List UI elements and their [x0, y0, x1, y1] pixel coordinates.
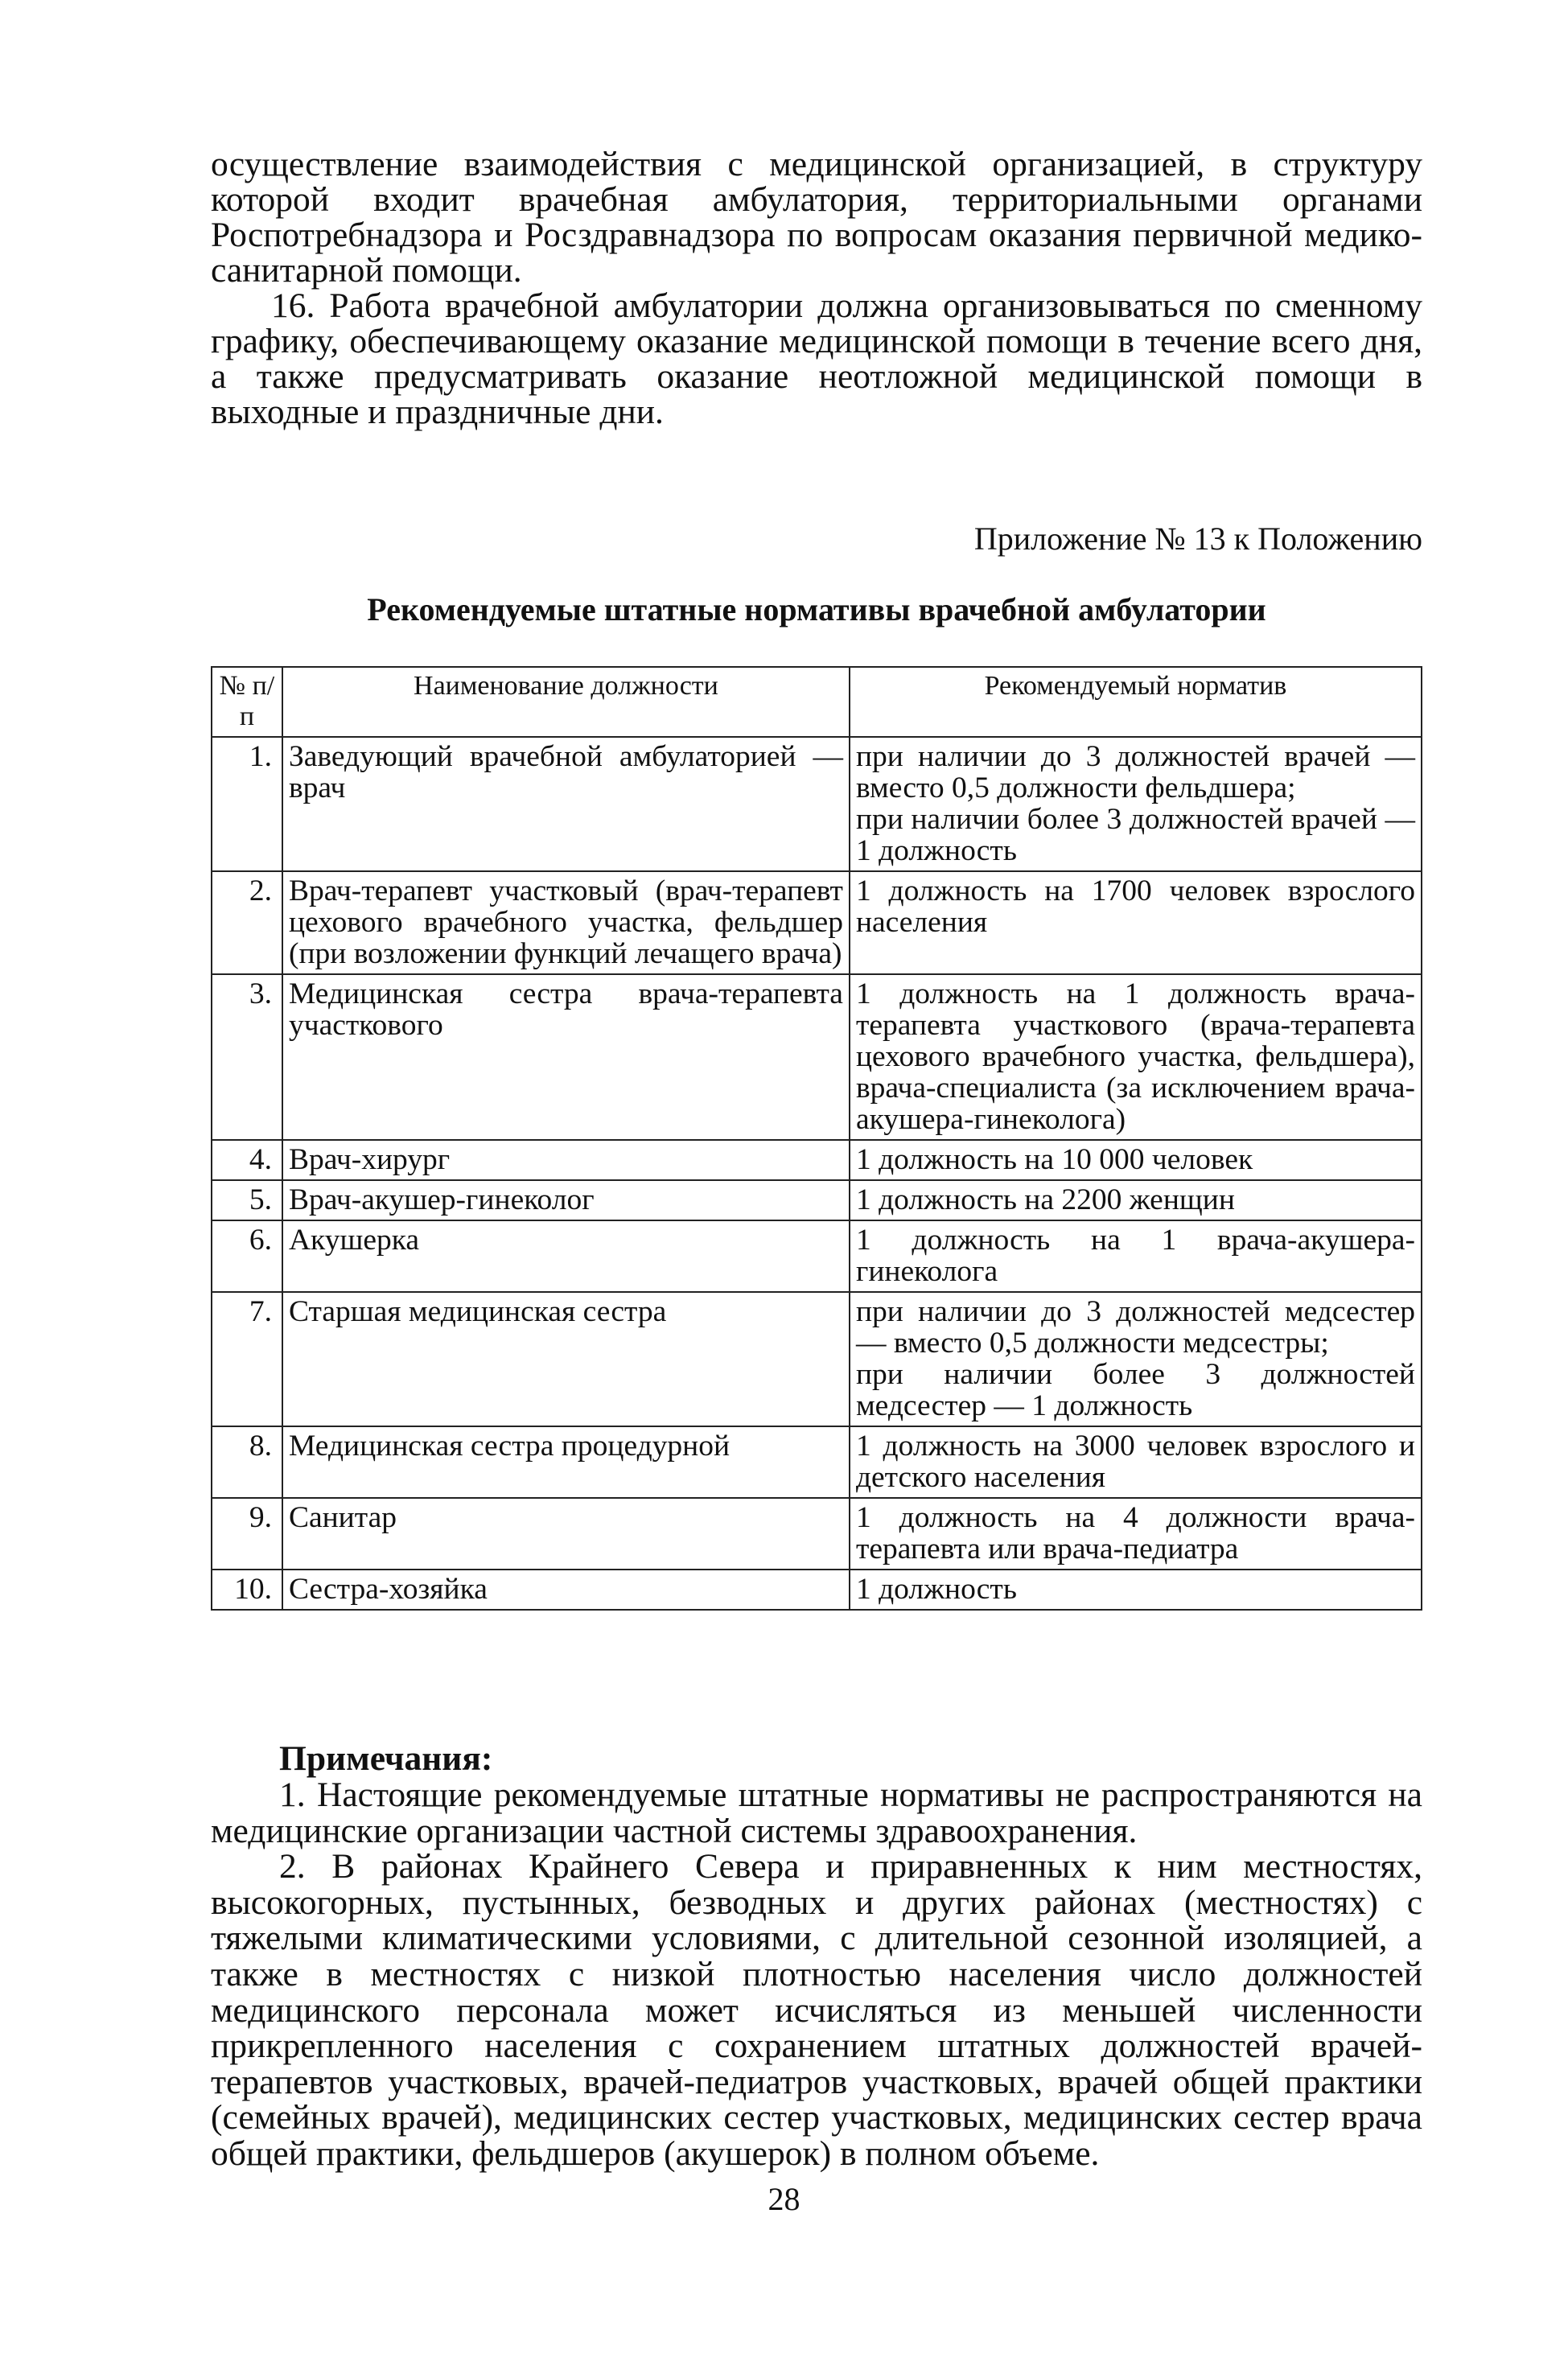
intro-paragraph-1: осуществление взаимодействия с медицинской организацией, в структуру которой входит врачебная амбулатория, территориальными органами Роспотребнадзора и Росздравнадзора по вопросам оказания первичной медико-санитарной помощи. [211, 145, 1422, 290]
table-row [212, 1292, 1422, 1426]
row-position: Акушерка [282, 1220, 850, 1292]
row-number: 5. [212, 1180, 282, 1220]
row-number: 4. [212, 1140, 282, 1180]
notes-section [211, 1777, 1422, 2172]
row-norm: 1 должность на 1 должность врача-терапевта участкового (врача-терапевта цехового врачебного участка, фельдшера), врача-специалиста (за исключением врача-акушера-гинеколога) [850, 974, 1422, 1140]
row-position: Врач-хирург [282, 1140, 850, 1180]
table-row [212, 1220, 1422, 1292]
page-number: 28 [768, 2181, 800, 2217]
row-number: 3. [212, 974, 282, 1140]
staffing-table [211, 666, 1422, 1611]
row-norm-line: при наличии до 3 должностей врачей — вместо 0,5 должности фельдшера; [855, 740, 1415, 804]
row-position: Сестра-хозяйка [282, 1570, 850, 1610]
row-norm-line: при наличии до 3 должностей медсестер — вместо 0,5 должности медсестры; [855, 1295, 1415, 1360]
table-header-row [212, 667, 1422, 737]
row-norm: 1 должность на 2200 женщин [850, 1180, 1422, 1220]
row-norm: 1 должность на 1700 человек взрослого населения [850, 871, 1422, 974]
table-row [212, 1180, 1422, 1220]
table-row [212, 1570, 1422, 1610]
note-item: 2. В районах Крайнего Севера и приравненных к ним местностях, высокогорных, пустынных, безводных и других районах (местностях) с тяжелыми климатическими условиями, с длительной сезонной изоляцией, а также в местностях с низкой плотностью населения число должностей медицинского персонала может исчисляться из меньшей численности прикрепленного населения с сохранением штатных должностей врачей-терапевтов участковых, врачей-педиатров участковых, врачей общей практики (семейных врачей), медицинских сестер участковых, медицинских сестер врача общей практики, фельдшеров (акушерок) в полном объеме. [211, 1847, 1422, 2173]
row-position: Врач-акушер-гинеколог [282, 1180, 850, 1220]
table-row [212, 871, 1422, 974]
header-norm: Рекомендуемый норматив [850, 667, 1422, 737]
row-position: Санитар [282, 1498, 850, 1570]
table-title: Рекомендуемые штатные нормативы врачебной амбулатории [367, 591, 1266, 627]
appendix-label: Приложение № 13 к Положению [973, 520, 1422, 557]
row-position: Медицинская сестра процедурной [282, 1426, 850, 1498]
row-position: Старшая медицинская сестра [282, 1292, 850, 1426]
notes-title: Примечания: [279, 1739, 493, 1778]
row-position: Врач-терапевт участковый (врач-терапевт цехового врачебного участка, фельдшер (при возложении функций лечащего врача) [282, 871, 850, 974]
row-number: 8. [212, 1426, 282, 1498]
intro-paragraph-2: 16. Работа врачебной амбулатории должна организовываться по сменному графику, обеспечивающему оказание медицинской помощи в течение всего дня, а также предусматривать оказание неотложной медицинской помощи в выходные и праздничные дни. [211, 286, 1422, 431]
intro-text [211, 146, 1422, 430]
header-position: Наименование должности [282, 667, 850, 737]
table-row [212, 1140, 1422, 1180]
row-norm: 1 должность на 1 врача-акушера-гинеколога [850, 1220, 1422, 1292]
table-row [212, 737, 1422, 871]
row-position: Заведующий врачебной амбулаторией — врач [282, 737, 850, 871]
row-norm: 1 должность на 3000 человек взрослого и детского населения [850, 1426, 1422, 1498]
row-number: 1. [212, 737, 282, 871]
row-norm [850, 1292, 1422, 1426]
table-row [212, 1426, 1422, 1498]
table-row [212, 1498, 1422, 1570]
row-number: 6. [212, 1220, 282, 1292]
row-norm: 1 должность на 10 000 человек [850, 1140, 1422, 1180]
row-norm-line: при наличии более 3 должностей врачей — 1 должность [855, 803, 1415, 867]
row-norm [850, 737, 1422, 871]
row-number: 7. [212, 1292, 282, 1426]
row-number: 10. [212, 1570, 282, 1610]
note-item: 1. Настоящие рекомендуемые штатные нормативы не распространяются на медицинские организации частной системы здравоохранения. [211, 1775, 1422, 1850]
row-norm: 1 должность на 4 должности врача-терапевта или врача-педиатра [850, 1498, 1422, 1570]
row-number: 9. [212, 1498, 282, 1570]
row-norm-line: при наличии более 3 должностей медсестер — 1 должность [855, 1358, 1415, 1422]
row-number: 2. [212, 871, 282, 974]
row-position: Медицинская сестра врача-терапевта участкового [282, 974, 850, 1140]
header-number: № п/п [212, 667, 282, 737]
row-norm: 1 должность [850, 1570, 1422, 1610]
table-row [212, 974, 1422, 1140]
